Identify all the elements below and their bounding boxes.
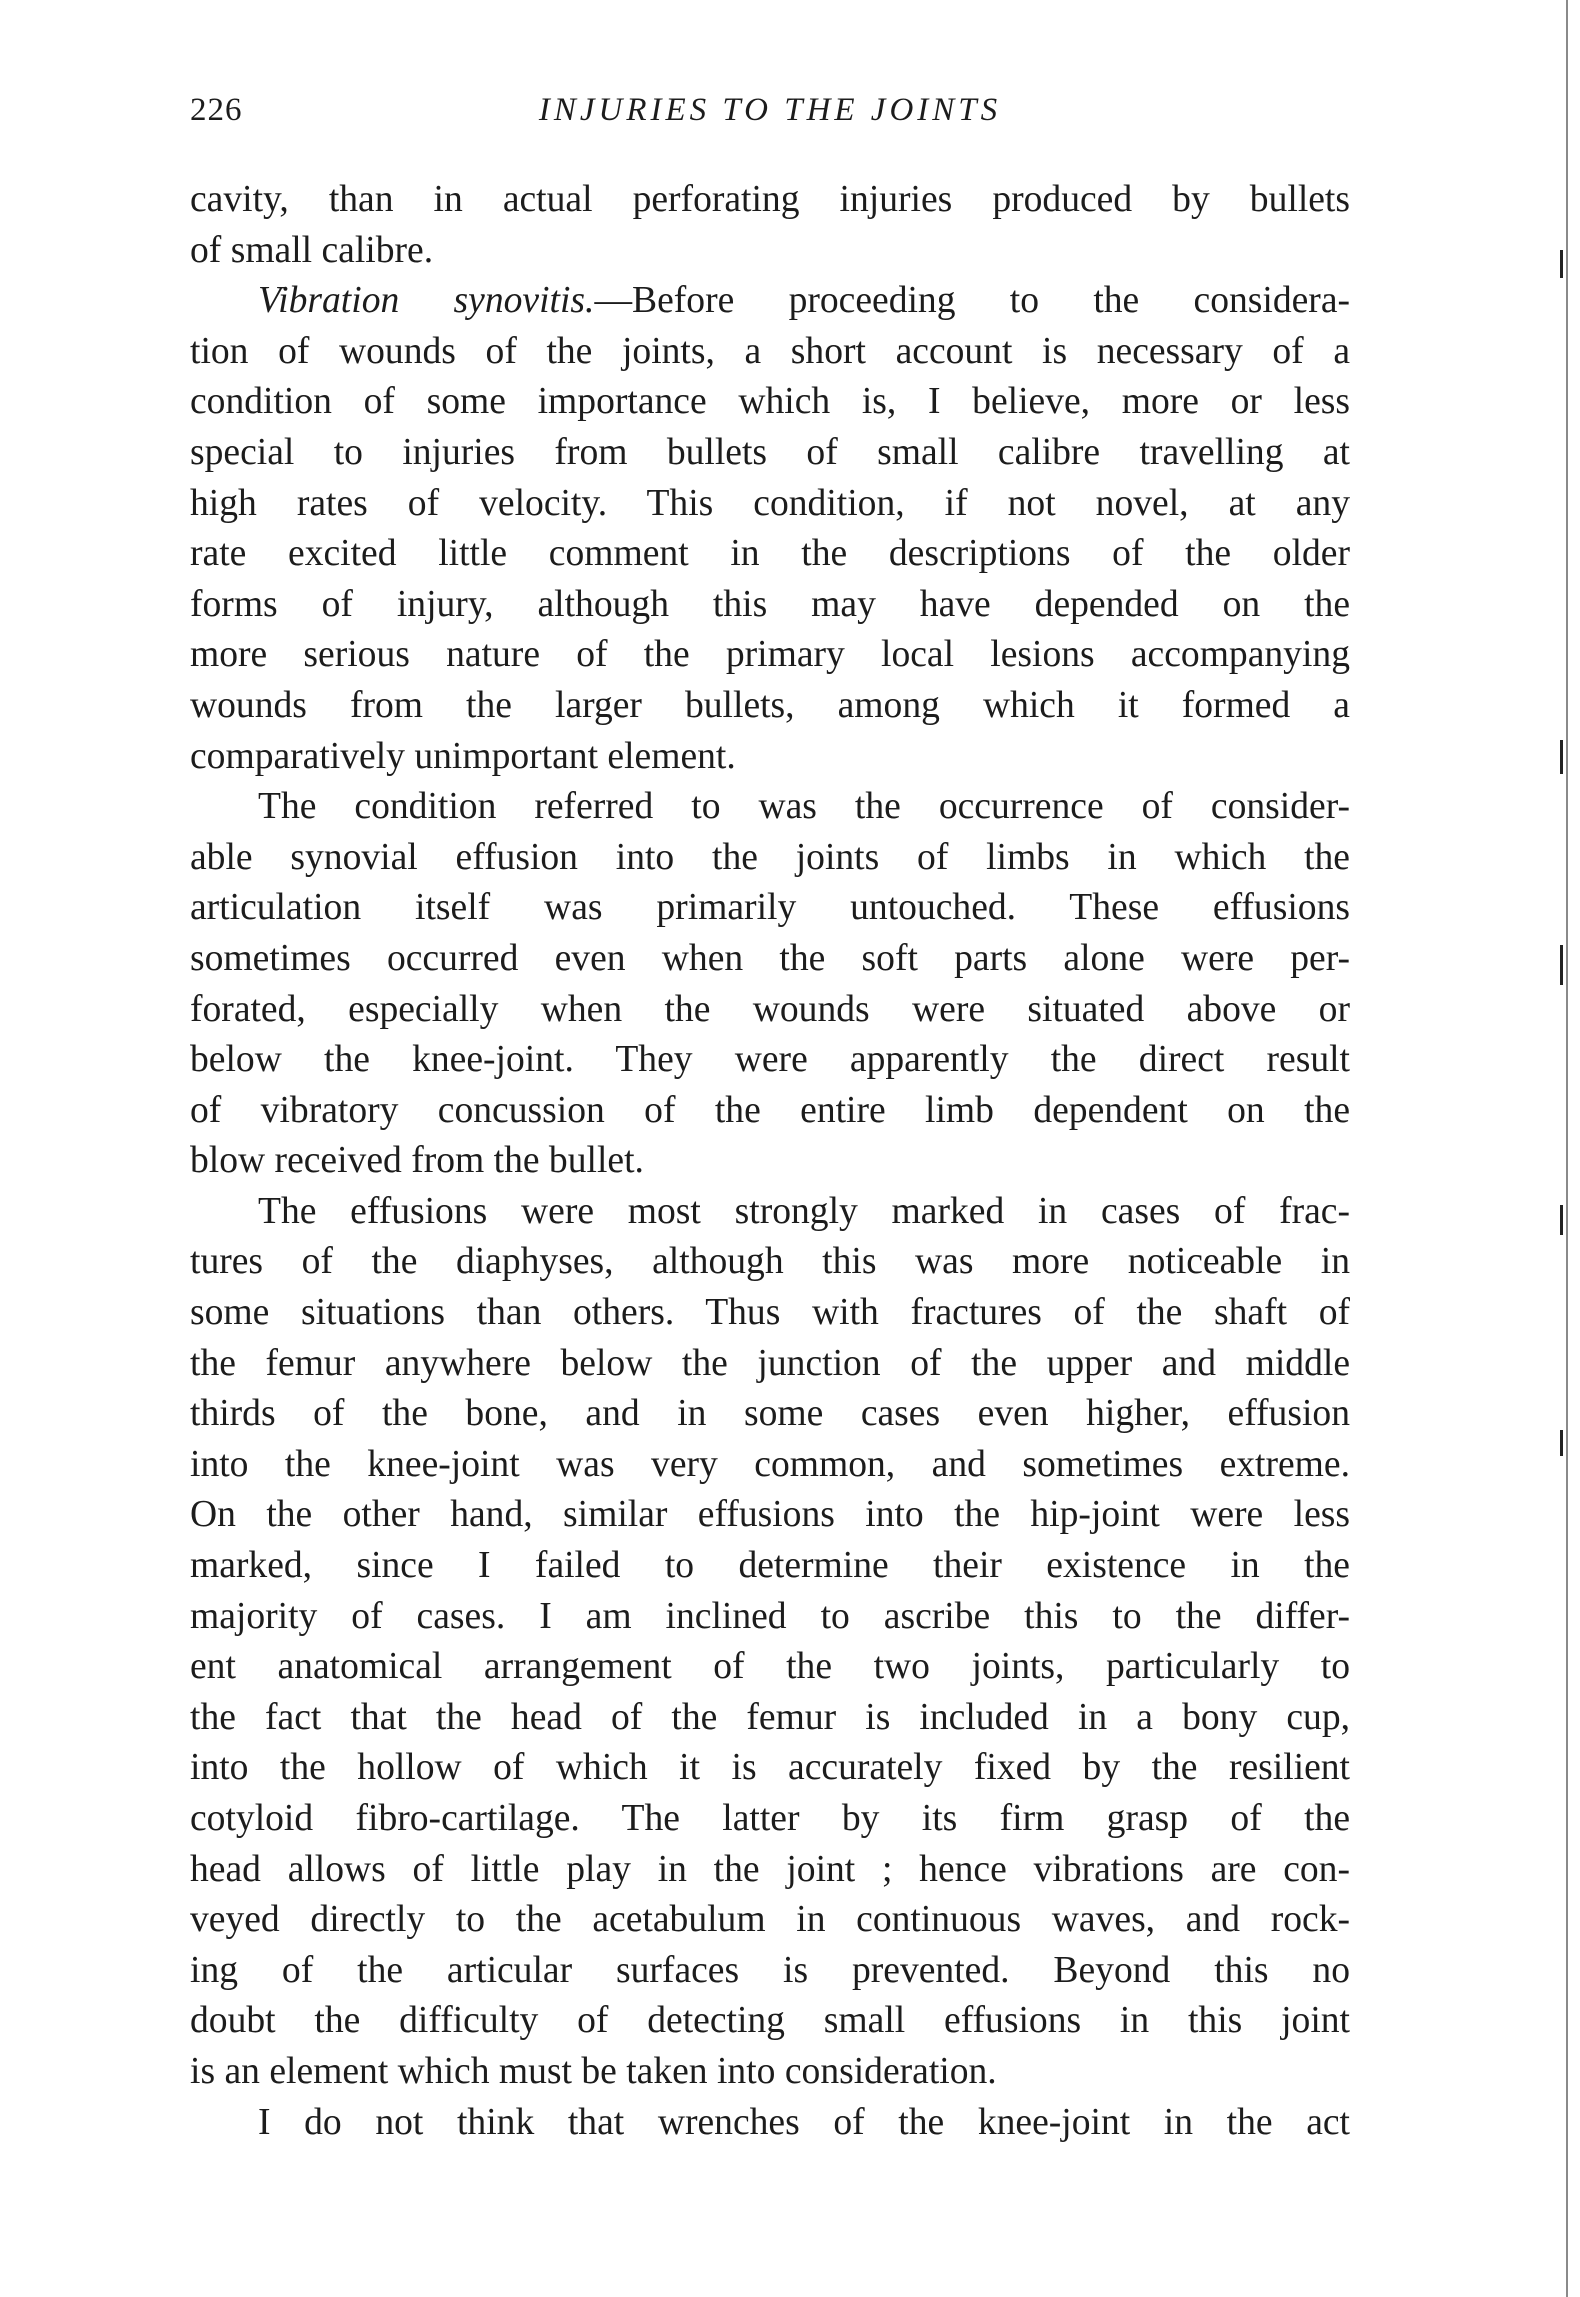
line-text: able synovial effusion into the joints of limbs in which the [190, 836, 1350, 878]
line-text: high rates of velocity. This condition, if not novel, at any [190, 482, 1350, 524]
line-text: comparatively unimportant element. [190, 735, 736, 777]
text-line [190, 833, 1350, 884]
line-text: tion of wounds of the joints, a short account is necessary of a [190, 330, 1350, 372]
text-line [190, 276, 1350, 327]
line-text: more serious nature of the primary local lesions accompanying [190, 634, 1350, 676]
line-text: articulation itself was primarily untouched. These effusions [190, 887, 1350, 929]
line-text: below the knee-joint. They were apparently the direct result [190, 1039, 1350, 1081]
text-line [190, 1237, 1350, 1288]
line-text: of vibratory concussion of the entire limb dependent on the [190, 1089, 1350, 1131]
text-line [190, 1693, 1350, 1744]
line-text: tures of the diaphyses, although this was more noticeable in [190, 1241, 1350, 1283]
text-line [190, 1389, 1350, 1440]
text-line [190, 782, 1350, 833]
text-line [190, 327, 1350, 378]
line-text: is an element which must be taken into consideration. [190, 2050, 997, 2092]
line-text: cotyloid fibro-cartilage. The latter by its firm grasp of the [190, 1798, 1350, 1839]
text-line [190, 1086, 1350, 1137]
edge-mark [1560, 250, 1563, 278]
body-text [190, 175, 1350, 2148]
edge-mark [1560, 1430, 1563, 1456]
line-text: the fact that the head of the femur is included in a bony cup, [190, 1696, 1350, 1738]
text-line [190, 1288, 1350, 1339]
text-line [190, 1946, 1350, 1997]
text-line [190, 1845, 1350, 1896]
line-text: thirds of the bone, and in some cases even higher, effusion [190, 1393, 1350, 1435]
line-text: doubt the difficulty of detecting small effusions in this joint [190, 2000, 1350, 2042]
line-text: of small calibre. [190, 229, 434, 271]
text-line [190, 1440, 1350, 1491]
text-line [190, 2098, 1350, 2149]
text-line [190, 1895, 1350, 1946]
text-line [190, 479, 1350, 530]
line-text: marked, since I failed to determine their existence in the [190, 1545, 1350, 1587]
line-text: into the knee-joint was very common, and sometimes extreme. [190, 1443, 1350, 1485]
text-line [190, 226, 1350, 277]
text-line [190, 1339, 1350, 1390]
line-text: veyed directly to the acetabulum in continuous waves, and rock- [190, 1899, 1350, 1941]
line-text: The effusions were most strongly marked in cases of frac- [258, 1190, 1350, 1232]
line-text: sometimes occurred even when the soft parts alone were per- [190, 937, 1350, 979]
text-line [190, 934, 1350, 985]
line-text: rate excited little comment in the descriptions of the older [190, 533, 1350, 575]
text-line [190, 428, 1350, 479]
line-text: condition of some importance which is, I believe, more or less [190, 381, 1350, 423]
line-text: —Before proceeding to the considera- [594, 280, 1350, 322]
line-text: special to injuries from bullets of small calibre travelling at [190, 431, 1350, 473]
text-line [190, 1187, 1350, 1238]
edge-mark [1560, 1205, 1563, 1235]
line-text: I do not think that wrenches of the knee-joint in the act [258, 2101, 1350, 2143]
text-line [190, 1794, 1350, 1845]
page-number: 226 [190, 92, 243, 128]
line-text: the femur anywhere below the junction of the upper and middle [190, 1342, 1350, 1384]
text-line [190, 1136, 1350, 1187]
line-text: On the other hand, similar effusions into the hip-joint were less [190, 1494, 1350, 1536]
line-text: into the hollow of which it is accurately fixed by the resilient [190, 1747, 1350, 1789]
text-line [190, 1996, 1350, 2047]
text-line [190, 580, 1350, 631]
line-text: ing of the articular surfaces is prevented. Beyond this no [190, 1949, 1350, 1991]
page-header [190, 92, 1350, 142]
line-text: majority of cases. I am inclined to ascribe this to the differ- [190, 1595, 1350, 1637]
text-line [190, 985, 1350, 1036]
text-line [190, 732, 1350, 783]
text-line [190, 377, 1350, 428]
text-line [190, 1490, 1350, 1541]
line-text: some situations than others. Thus with fractures of the shaft of [190, 1292, 1350, 1334]
text-line [190, 1035, 1350, 1086]
text-line [190, 1592, 1350, 1643]
line-text: cavity, than in actual perforating injuries produced by bullets [190, 179, 1350, 220]
text-line [190, 2047, 1350, 2098]
page-edge-rule [1566, 0, 1568, 2297]
line-text: head allows of little play in the joint ; hence vibrations are con- [190, 1848, 1350, 1890]
line-text: The condition referred to was the occurrence of consider- [258, 786, 1350, 828]
running-head: INJURIES TO THE JOINTS [538, 92, 1002, 128]
line-text: forms of injury, although this may have depended on the [190, 583, 1350, 625]
text-line [190, 1642, 1350, 1693]
line-text: forated, especially when the wounds were situated above or [190, 988, 1350, 1030]
edge-mark [1560, 945, 1563, 985]
edge-mark [1560, 740, 1563, 774]
line-text: blow received from the bullet. [190, 1140, 644, 1182]
text-line [190, 529, 1350, 580]
text-line [190, 630, 1350, 681]
text-line [190, 1541, 1350, 1592]
text-line [190, 1743, 1350, 1794]
text-line [190, 883, 1350, 934]
line-text: wounds from the larger bullets, among which it formed a [190, 684, 1350, 726]
italic-heading: Vibration synovitis. [258, 280, 595, 322]
line-text: ent anatomical arrangement of the two joints, particularly to [190, 1646, 1350, 1688]
text-line [190, 175, 1350, 226]
text-line [190, 681, 1350, 732]
